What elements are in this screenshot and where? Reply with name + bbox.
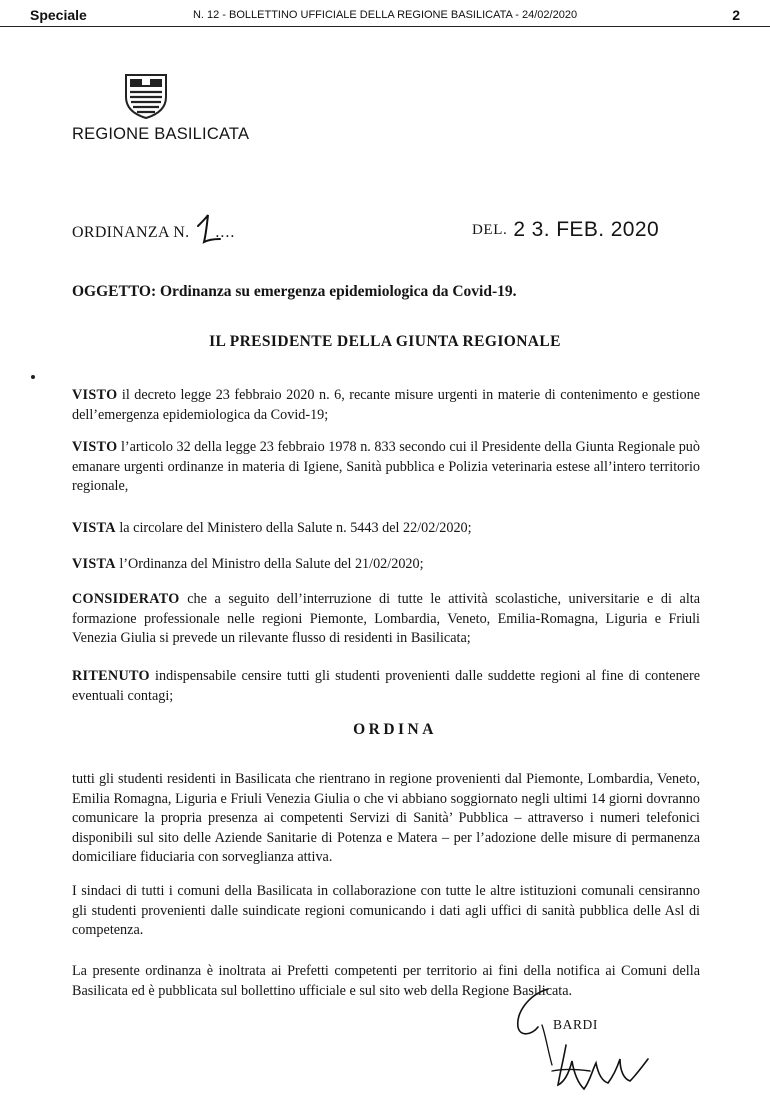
recital-keyword: RITENUTO <box>72 668 150 684</box>
recital-keyword: VISTA <box>72 520 116 536</box>
recital-keyword: VISTO <box>72 387 118 403</box>
region-name: REGIONE BASILICATA <box>72 125 250 143</box>
recital-paragraph <box>72 519 700 539</box>
ordina-heading: ORDINA <box>353 721 437 738</box>
header-publication-title: N. 12 - BOLLETTINO UFFICIALE DELLA REGIONE BASILICATA - 24/02/2020 <box>192 9 578 21</box>
ordinance-number-dots: .... <box>215 224 236 241</box>
margin-dot <box>31 375 35 379</box>
recital-paragraph <box>72 386 700 425</box>
recital-keyword: VISTO <box>72 439 118 455</box>
header-section-label: Speciale <box>30 7 87 23</box>
ordinance-label: ORDINANZA N. <box>72 224 190 241</box>
recital-text: che a seguito dell’interruzione di tutte le attività scolastiche, universitarie e di alta formazione professionale nelle regioni Piemonte, Lombardia, Veneto, Emilia-Romagna, Liguria e Friuli Venezia Giulia si prevede un rilevante flusso di residenti in Basilicata; <box>72 591 700 646</box>
recital-paragraph <box>72 667 700 706</box>
ordinance-number-value <box>197 226 204 242</box>
recital-paragraph <box>72 590 700 649</box>
header-page-number: 2 <box>732 7 740 23</box>
recital-keyword: CONSIDERATO <box>72 591 180 607</box>
recital-text: la circolare del Ministero della Salute n. 5443 del 22/02/2020; <box>115 520 472 536</box>
recital-text: indispensabile censire tutti gli studenti provenienti dalle suddette regioni al fine di contenere eventuali contagi; <box>72 668 700 704</box>
ordinance-date-line: DEL. 2 3. FEB. 2020 <box>472 218 660 241</box>
regione-basilicata-coat-of-arms-icon <box>124 73 168 119</box>
recital-keyword: VISTA <box>72 556 116 572</box>
signatory-name: BARDI <box>553 1017 599 1032</box>
recital-text: l’Ordinanza del Ministro della Salute del 21/02/2020; <box>115 556 424 572</box>
recital-text: il decreto legge 23 febbraio 2020 n. 6, recante misure urgenti in materie di contenimento e gestione dell’emergenza epidemiologica da Covid-19; <box>72 387 700 423</box>
order-paragraph: La presente ordinanza è inoltrata ai Prefetti competenti per territorio ai fini della notifica ai Comuni della Basilicata ed è pubblicata sul bollettino ufficiale e sul sito web della Regione Basilicata. <box>72 963 700 999</box>
issuer-heading: IL PRESIDENTE DELLA GIUNTA REGIONALE <box>209 333 561 350</box>
date-label: DEL <box>472 222 503 238</box>
recital-paragraph <box>72 438 700 497</box>
subject-line: OGGETTO: Ordinanza su emergenza epidemiologica da Covid-19. <box>72 283 517 300</box>
handwritten-signature-icon <box>508 985 658 1105</box>
bulletin-header <box>0 0 770 27</box>
date-stamp: 2 3. FEB. 2020 <box>513 218 660 241</box>
order-paragraph: tutti gli studenti residenti in Basilicata che rientrano in regione provenienti dal Piemonte, Lombardia, Veneto, Emilia Romagna, Liguria e Friuli Venezia Giulia o che vi abbiano soggiornato negli ultimi 14 giorni dovranno comunicare la propria presenza ai competenti Servizi di Sanità’ Pubblica – attraverso i numeri telefonici disponibili sul sito delle Aziende Sanitarie di Potenza e Matera – per l’adozione delle misure di permanenza domiciliare fiduciaria con sorveglianza attiva. <box>72 771 700 865</box>
order-paragraph: I sindaci di tutti i comuni della Basilicata in collaborazione con tutte le altre istituzioni comunali censiranno gli studenti provenienti dalle suindicate regioni comunicando i dati agli uffici di sanità pubblica delle Asl di competenza. <box>72 883 700 938</box>
recital-text: l’articolo 32 della legge 23 febbraio 1978 n. 833 secondo cui il Presidente della Giunta Regionale può emanare urgenti ordinanze in materia di Igiene, Sanità pubblica e Polizia veterinaria estese all’intero territorio regionale, <box>72 439 700 494</box>
recital-paragraph <box>72 555 700 575</box>
